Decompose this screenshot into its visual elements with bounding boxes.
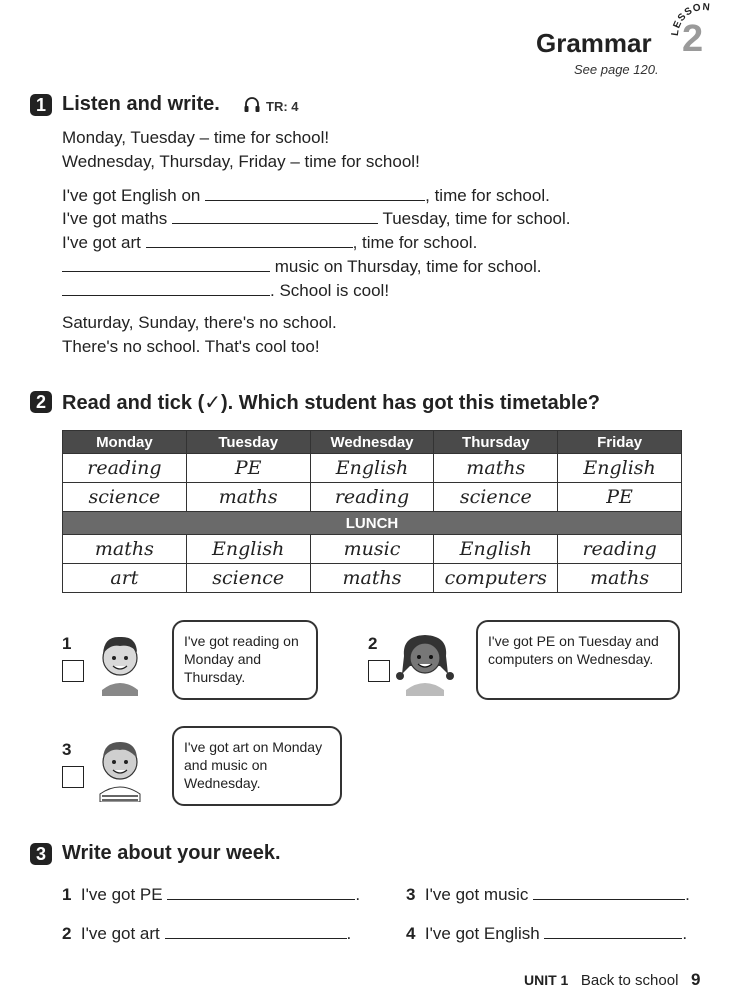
write-item-4: 4 I've got English . xyxy=(406,924,688,943)
see-page-reference: See page 120. xyxy=(574,62,659,77)
boy-3-illustration xyxy=(88,730,152,802)
write-item-4-text: I've got English xyxy=(424,924,540,943)
timetable-cell: maths xyxy=(186,483,310,512)
timetable-cell: English xyxy=(186,535,310,564)
table-row xyxy=(63,483,682,512)
gap-line-1 xyxy=(62,186,550,206)
timetable-cell: reading xyxy=(310,483,434,512)
intro-line-2: Wednesday, Thursday, Friday – time for school! xyxy=(62,152,420,171)
gap-5-blank[interactable] xyxy=(62,281,270,296)
student-1-speech-bubble xyxy=(172,620,318,700)
student-3-text: I've got art on Monday and music on Wednesday. xyxy=(184,739,323,791)
write-item-1-blank[interactable] xyxy=(167,885,355,900)
write-item-2-blank[interactable] xyxy=(165,924,347,939)
girl-2-illustration xyxy=(392,626,458,696)
write-item-2: 2 I've got art . xyxy=(62,924,352,943)
gap-line-2 xyxy=(62,209,570,229)
student-1-text: I've got reading on Monday and Thursday. xyxy=(184,633,299,685)
table-row xyxy=(63,535,682,564)
gap-line-1-after: , time for school. xyxy=(425,186,550,205)
headphones-icon[interactable] xyxy=(243,96,261,114)
timetable-header-row xyxy=(63,431,682,454)
page-number: 9 xyxy=(690,970,701,989)
day-header-thursday: Thursday xyxy=(434,431,558,454)
timetable-cell: English xyxy=(310,454,434,483)
section-3-heading: Write about your week. xyxy=(62,842,281,864)
student-2-speech-bubble xyxy=(476,620,680,700)
student-1-label: 1 xyxy=(62,634,72,653)
gap-line-2-before: I've got maths xyxy=(62,209,168,228)
table-row xyxy=(63,454,682,483)
timetable-cell: PE xyxy=(186,454,310,483)
lesson-word: LESSON xyxy=(670,2,712,37)
day-header-wednesday: Wednesday xyxy=(310,431,434,454)
write-item-3: 3 I've got music . xyxy=(406,885,690,904)
outro-line-1: Saturday, Sunday, there's no school. xyxy=(62,313,337,332)
student-2-text: I've got PE on Tuesday and computers on Wednesday. xyxy=(488,633,659,667)
timetable-cell: science xyxy=(186,564,310,593)
footer-title: Back to school xyxy=(580,972,679,989)
student-1-tickbox[interactable] xyxy=(62,660,84,682)
student-3-label: 3 xyxy=(62,740,72,759)
write-item-2-text: I've got art xyxy=(80,924,160,943)
section-1-heading: Listen and write. xyxy=(62,93,220,115)
timetable-cell: English xyxy=(558,454,682,483)
write-item-1-text: I've got PE xyxy=(80,885,163,904)
gap-line-5-after: . School is cool! xyxy=(270,281,390,300)
outro-line-2: There's no school. That's cool too! xyxy=(62,337,320,356)
lunch-label: LUNCH xyxy=(63,512,682,535)
day-header-tuesday: Tuesday xyxy=(186,431,310,454)
timetable-cell: reading xyxy=(63,454,187,483)
track-number: TR: 4 xyxy=(266,99,299,114)
timetable-cell: reading xyxy=(558,535,682,564)
write-item-3-text: I've got music xyxy=(424,885,529,904)
lesson-number: 2 xyxy=(682,18,704,60)
intro-line-1: Monday, Tuesday – time for school! xyxy=(62,128,330,147)
section-2-heading: Read and tick (✓). Which student has got this timetable? xyxy=(62,392,600,414)
gap-3-blank[interactable] xyxy=(146,233,353,248)
write-item-3-label: 3 xyxy=(406,885,416,904)
write-item-1-label: 1 xyxy=(62,885,72,904)
student-3-speech-bubble xyxy=(172,726,342,806)
timetable-cell: maths xyxy=(434,454,558,483)
write-item-4-label: 4 xyxy=(406,924,416,943)
timetable-cell: English xyxy=(434,535,558,564)
gap-1-blank[interactable] xyxy=(205,186,425,201)
timetable-cell: maths xyxy=(63,535,187,564)
gap-line-3 xyxy=(62,233,477,253)
student-2-tickbox[interactable] xyxy=(368,660,390,682)
footer-unit: UNIT 1 xyxy=(524,972,569,988)
gap-line-4 xyxy=(62,257,542,277)
gap-4-blank[interactable] xyxy=(62,257,270,272)
lunch-row xyxy=(63,512,682,535)
timetable-cell: PE xyxy=(558,483,682,512)
write-item-1: 1 I've got PE . xyxy=(62,885,361,904)
timetable-cell: art xyxy=(63,564,187,593)
gap-line-3-before: I've got art xyxy=(62,233,141,252)
boy-1-illustration xyxy=(90,628,150,696)
timetable-cell: maths xyxy=(558,564,682,593)
gap-line-3-after: , time for school. xyxy=(352,233,478,252)
write-item-4-blank[interactable] xyxy=(544,924,682,939)
timetable-cell: computers xyxy=(434,564,558,593)
student-3-tickbox[interactable] xyxy=(62,766,84,788)
gap-line-1-before: I've got English on xyxy=(62,186,201,205)
gap-line-5 xyxy=(62,281,389,301)
timetable xyxy=(62,430,682,593)
student-2-label: 2 xyxy=(368,634,378,653)
section-2-number: 2 xyxy=(30,391,52,413)
gap-line-4-after: music on Thursday, time for school. xyxy=(274,257,542,276)
day-header-friday: Friday xyxy=(558,431,682,454)
section-1-number: 1 xyxy=(30,94,52,116)
write-item-3-blank[interactable] xyxy=(533,885,685,900)
gap-line-2-after: Tuesday, time for school. xyxy=(382,209,571,228)
write-item-2-label: 2 xyxy=(62,924,72,943)
timetable-cell: music xyxy=(310,535,434,564)
page-footer xyxy=(524,970,700,990)
gap-2-blank[interactable] xyxy=(172,209,378,224)
timetable-cell: science xyxy=(434,483,558,512)
section-3-number: 3 xyxy=(30,843,52,865)
table-row xyxy=(63,564,682,593)
day-header-monday: Monday xyxy=(63,431,187,454)
timetable-cell: maths xyxy=(310,564,434,593)
timetable-cell: science xyxy=(63,483,187,512)
page-title: Grammar xyxy=(536,28,652,58)
